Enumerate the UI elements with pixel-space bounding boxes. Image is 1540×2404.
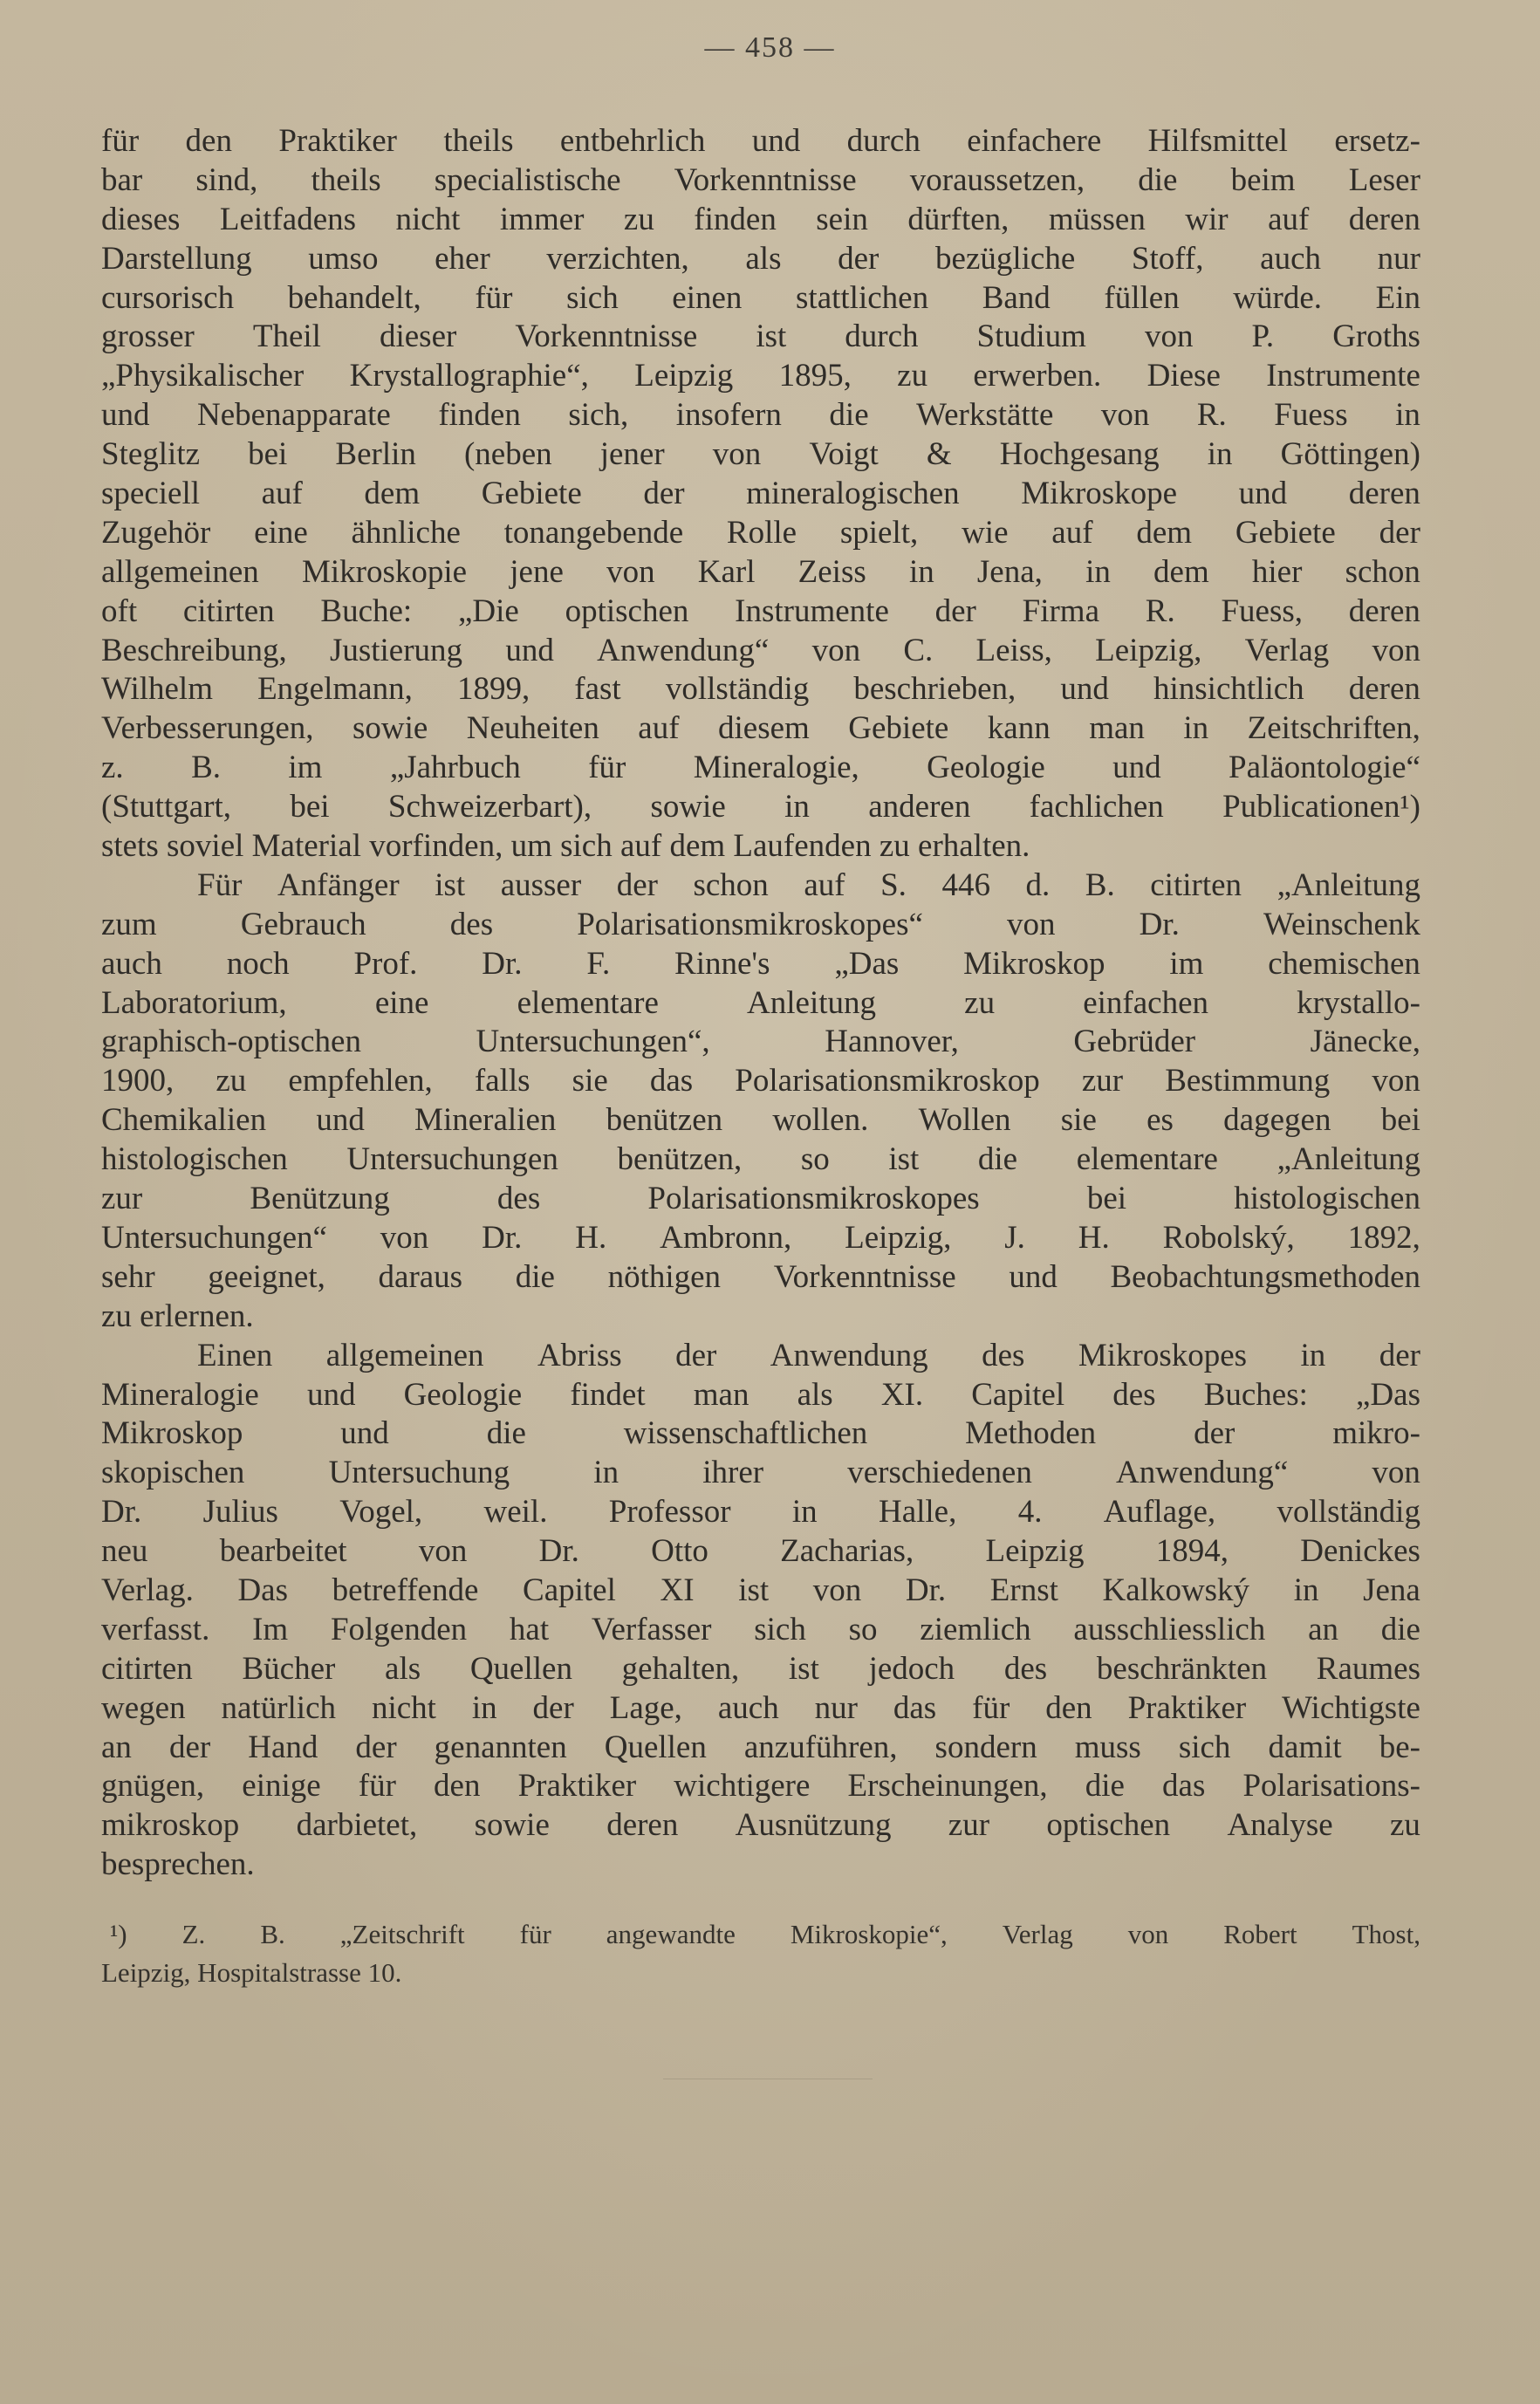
text-line: Beschreibung, Justierung und Anwendung“ von C. Leiss, Leipzig, Verlag von (101, 632, 1420, 668)
text-line: Einen allgemeinen Abriss der Anwendung des Mikroskopes in der (197, 1337, 1420, 1373)
text-line: zum Gebrauch des Polarisationsmikroskopes“ von Dr. Weinschenk (101, 906, 1420, 942)
text-line: Wilhelm Engelmann, 1899, fast vollständig beschrieben, und hinsichtlich deren (101, 671, 1420, 708)
text-line: sehr geeignet, daraus die nöthigen Vorkenntnisse und Beobachtungsmethoden (101, 1258, 1420, 1295)
text-line: skopischen Untersuchung in ihrer verschiedenen Anwendung“ von (101, 1455, 1420, 1491)
text-line: Dr. Julius Vogel, weil. Professor in Halle, 4. Auflage, vollständig (101, 1494, 1420, 1531)
text-line: zu erlernen. (101, 1298, 254, 1334)
text-line: neu bearbeitet von Dr. Otto Zacharias, Leipzig 1894, Denickes (101, 1533, 1420, 1570)
text-line: Verbesserungen, sowie Neuheiten auf diesem Gebiete kann man in Zeitschriften, (101, 710, 1420, 747)
text-line: grosser Theil dieser Vorkenntnisse ist durch Studium von P. Groths (101, 318, 1420, 355)
page-number: — 458 — (704, 31, 836, 64)
text-line: z. B. im „Jahrbuch für Mineralogie, Geologie und Paläontologie“ (101, 750, 1420, 786)
text-line: „Physikalischer Krystallographie“, Leipzig 1895, zu erwerben. Diese Instrumente (101, 358, 1420, 394)
text-line: stets soviel Material vorfinden, um sich auf dem Laufenden zu erhalten. (101, 828, 1030, 865)
text-line: allgemeinen Mikroskopie jene von Karl Zeiss in Jena, in dem hier schon (101, 553, 1420, 590)
text-line: für den Praktiker theils entbehrlich und durch einfachere Hilfsmittel ersetz- (101, 123, 1420, 159)
text-line: (Stuttgart, bei Schweizerbart), sowie in anderen fachlichen Publicationen¹) (101, 789, 1420, 825)
text-line: Für Anfänger ist ausser der schon auf S. 446 d. B. citirten „Anleitung (197, 866, 1420, 903)
text-line: gnügen, einige für den Praktiker wichtigere Erscheinungen, die das Polarisations- (101, 1768, 1420, 1805)
text-line: Zugehör eine ähnliche tonangebende Rolle spielt, wie auf dem Gebiete der (101, 514, 1420, 551)
text-line: Mikroskop und die wissenschaftlichen Methoden der mikro- (101, 1415, 1420, 1452)
text-line: Laboratorium, eine elementare Anleitung zu einfachen krystallo- (101, 984, 1420, 1021)
text-line: Verlag. Das betreffende Capitel XI ist von Dr. Ernst Kalkowský in Jena (101, 1572, 1420, 1608)
body-text (101, 122, 1420, 1885)
text-line: citirten Bücher als Quellen gehalten, ist jedoch des beschränkten Raumes (101, 1650, 1420, 1687)
footnotes (101, 1915, 1420, 1992)
text-line: besprechen. (101, 1846, 255, 1883)
text-line: Steglitz bei Berlin (neben jener von Voigt & Hochgesang in Göttingen) (101, 436, 1420, 473)
text-line: Mineralogie und Geologie findet man als XI. Capitel des Buches: „Das (101, 1376, 1420, 1413)
text-line: cursorisch behandelt, für sich einen stattlichen Band füllen würde. Ein (101, 279, 1420, 316)
text-line: auch noch Prof. Dr. F. Rinne's „Das Mikroskop im chemischen (101, 945, 1420, 982)
text-line: Chemikalien und Mineralien benützen wollen. Wollen sie es dagegen bei (101, 1102, 1420, 1139)
text-line: speciell auf dem Gebiete der mineralogischen Mikroskope und deren (101, 476, 1420, 512)
text-line: histologischen Untersuchungen benützen, so ist die elementare „Anleitung (101, 1141, 1420, 1178)
text-line: verfasst. Im Folgenden hat Verfasser sich so ziemlich ausschliesslich an die (101, 1611, 1420, 1647)
text-line: an der Hand der genannten Quellen anzuführen, sondern muss sich damit be- (101, 1729, 1420, 1765)
text-line: graphisch-optischen Untersuchungen“, Hannover, Gebrüder Jänecke, (101, 1024, 1420, 1060)
text-line: zur Benützung des Polarisationsmikroskopes bei histologischen (101, 1181, 1420, 1217)
text-line: Darstellung umso eher verzichten, als der bezügliche Stoff, auch nur (101, 240, 1420, 277)
text-line: bar sind, theils specialistische Vorkenntnisse voraussetzen, die beim Leser (101, 161, 1420, 198)
footnote-line: ¹) Z. B. „Zeitschrift für angewandte Mikroskopie“, Verlag von Robert Thost, (110, 1919, 1420, 1949)
text-line: 1900, zu empfehlen, falls sie das Polarisationsmikroskop zur Bestimmung von (101, 1063, 1420, 1099)
footnote-line: Leipzig, Hospitalstrasse 10. (101, 1957, 402, 1988)
text-line: wegen natürlich nicht in der Lage, auch nur das für den Praktiker Wichtigste (101, 1689, 1420, 1726)
text-line: dieses Leitfadens nicht immer zu finden sein dürften, müssen wir auf deren (101, 201, 1420, 237)
text-line: oft citirten Buche: „Die optischen Instrumente der Firma R. Fuess, deren (101, 592, 1420, 629)
text-line: Untersuchungen“ von Dr. H. Ambronn, Leipzig, J. H. Robolský, 1892, (101, 1219, 1420, 1256)
text-line: und Nebenapparate finden sich, insofern die Werkstätte von R. Fuess in (101, 397, 1420, 434)
text-line: mikroskop darbietet, sowie deren Ausnützung zur optischen Analyse zu (101, 1807, 1420, 1844)
